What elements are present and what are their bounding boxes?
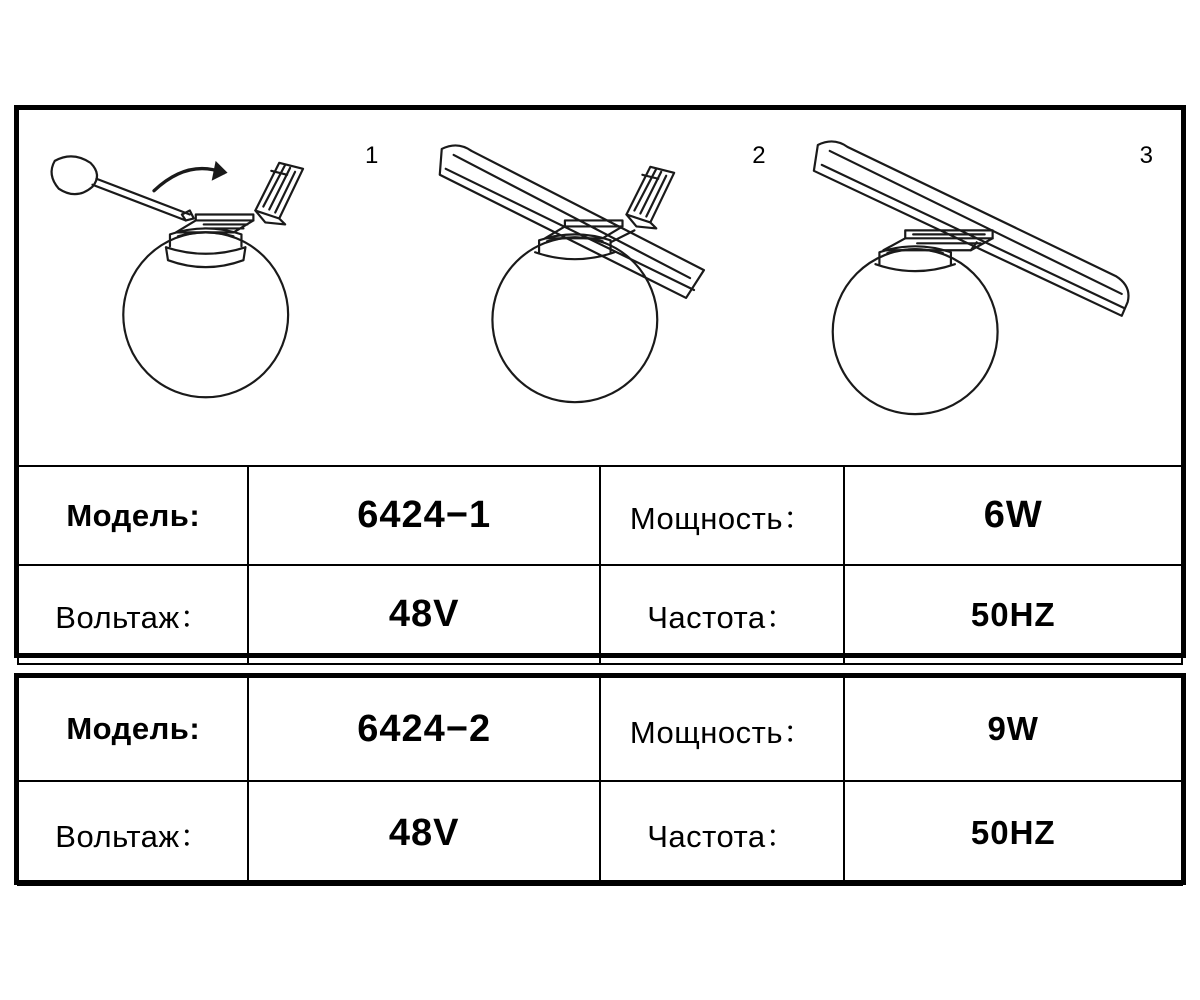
spec-table-2-wrapper: [17, 676, 1183, 882]
frequency-value: 50HZ: [844, 565, 1182, 664]
frequency-label: Частота：: [600, 781, 844, 885]
voltage-label: Вольтаж：: [18, 781, 248, 885]
power-label: Мощность：: [600, 466, 844, 565]
table-row: [18, 677, 1182, 781]
step-3-illustration: [794, 110, 1181, 465]
spec-table-1-wrapper: [17, 465, 1183, 655]
power-value: 6W: [844, 466, 1182, 565]
step-1: [19, 110, 406, 465]
voltage-label: Вольтаж：: [18, 565, 248, 664]
step-2-illustration: [406, 110, 793, 465]
step-number: 1: [364, 142, 379, 169]
table-row: [18, 466, 1182, 565]
frequency-value: 50HZ: [844, 781, 1182, 885]
step-1-illustration: [19, 110, 406, 465]
spec-table-2: [17, 676, 1183, 886]
illustration-and-spec-frame: [14, 105, 1186, 658]
step-number: 2: [752, 142, 766, 169]
spec-table-1: [17, 465, 1183, 665]
frequency-label: Частота：: [600, 565, 844, 664]
model-value: 6424−2: [248, 677, 600, 781]
installation-steps: [19, 110, 1181, 465]
voltage-value: 48V: [248, 565, 600, 664]
table-row: [18, 781, 1182, 885]
voltage-value: 48V: [248, 781, 600, 885]
power-label: Мощность：: [600, 677, 844, 781]
model-label: Модель:: [18, 677, 248, 781]
model-value: 6424−1: [248, 466, 600, 565]
model-label: Модель:: [18, 466, 248, 565]
step-2: [406, 110, 793, 465]
table-row: [18, 565, 1182, 664]
step-number: 3: [1139, 142, 1153, 169]
spec-frame-2: [14, 673, 1186, 885]
power-value: 9W: [844, 677, 1182, 781]
step-3: [794, 110, 1181, 465]
